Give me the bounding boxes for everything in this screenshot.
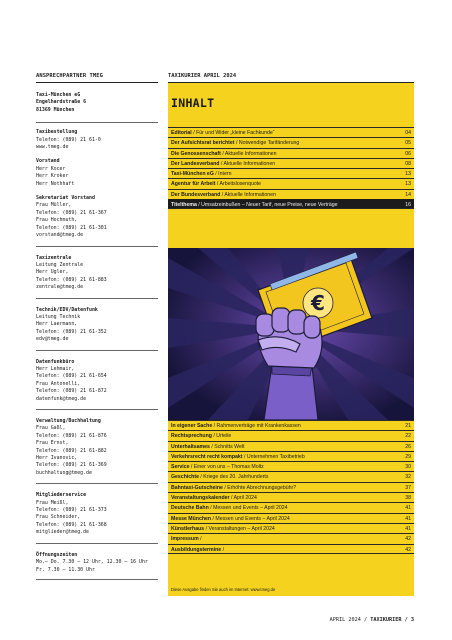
- page-footer: [330, 617, 414, 623]
- block-title: Taxibestellung: [36, 129, 78, 136]
- block-title: Verwaltung/Buchhaltung: [36, 418, 101, 424]
- contact-line: Herr Nothhaft: [36, 180, 75, 187]
- mitglieder-block: [36, 484, 158, 543]
- toc-row[interactable]: [168, 430, 414, 440]
- toc-title: Impressum: [171, 536, 199, 543]
- toc-row[interactable]: [168, 148, 414, 158]
- toc-title: Rechtsprechung: [171, 433, 212, 440]
- address-block: [36, 83, 158, 123]
- address-line: Taxi-München eG: [36, 92, 81, 98]
- toc-page: 26: [405, 443, 411, 450]
- toc-subtitle: / Arbeitslosenquote: [215, 181, 262, 188]
- toc-subtitle: / Für und Wider „kleine Fachkunde“: [191, 130, 275, 136]
- contents-column: [168, 73, 414, 596]
- toc-subtitle: /: [198, 536, 202, 543]
- toc-row[interactable]: [168, 492, 414, 502]
- toc-row[interactable]: [168, 482, 414, 492]
- toc-subtitle: / Aktuelle Informationen: [220, 191, 276, 198]
- toc-subtitle: / Rahmenverträge mit Krankenkassen: [212, 423, 301, 429]
- contact-line: Telefon: (089) 21 61-368: [36, 521, 107, 528]
- email-link[interactable]: edv@tmeg.de: [36, 336, 69, 343]
- toc-title: Bahntaxi-Gutscheine: [171, 484, 223, 491]
- contact-line: Telefon: (089) 21 61-301: [36, 224, 107, 231]
- toc-page: 21: [405, 423, 411, 429]
- toc-title: Der Aufsichtsrat berichtet: [171, 140, 235, 147]
- toc-row[interactable]: [168, 513, 414, 523]
- toc-title: Ausbildungstermine: [171, 546, 222, 553]
- toc-subtitle: / Aktuelle Informationen: [219, 160, 276, 167]
- contact-line: Herr Ugler,: [36, 269, 69, 276]
- toc-page: 42: [405, 546, 411, 553]
- toc-title: Die Genossenschaft: [171, 150, 221, 157]
- toc-row[interactable]: [168, 523, 414, 533]
- toc-page: 37: [405, 484, 411, 491]
- toc-page: 41: [405, 515, 411, 522]
- toc-bottom: [168, 420, 414, 554]
- contact-line: Telefon: (089) 21 61-876: [36, 432, 107, 439]
- toc-title: Geschichte: [171, 474, 199, 481]
- toc-subtitle: / Urteile: [211, 433, 232, 440]
- toc-title: Verkehrsrecht recht kompakt: [171, 453, 243, 460]
- block-title: Technik/EDV/Datenfunk: [36, 306, 98, 313]
- toc-row[interactable]: [168, 471, 414, 481]
- toc-subtitle: /: [221, 546, 225, 553]
- taxizentrale-block: [36, 247, 158, 299]
- block-title: Taxizentrale: [36, 254, 72, 261]
- verwaltung-block: [36, 410, 158, 484]
- contact-line: Telefon: (089) 21 61-654: [36, 373, 107, 380]
- toc-page: 32: [405, 474, 411, 481]
- toc-title: Titelthema: [171, 202, 197, 209]
- technik-block: [36, 299, 158, 351]
- contents-heading: TAXIKURIER APRIL 2024: [168, 73, 414, 83]
- inhalt-title: INHALT: [171, 96, 215, 110]
- toc-page: 04: [405, 130, 411, 136]
- contact-line: Telefon: (089) 21 61-882: [36, 447, 107, 454]
- contact-line: Telefon: (089) 21 61-352: [36, 328, 107, 335]
- contact-line: Frau Meißl,: [36, 499, 69, 506]
- email-link[interactable]: buchhaltung@tmeg.de: [36, 469, 92, 476]
- toc-page: 29: [405, 453, 411, 460]
- contact-line: Leitung Zentrale: [36, 261, 84, 268]
- block-title: Sekretariat Vorstand: [36, 195, 95, 202]
- svg-text:€: €: [311, 291, 325, 315]
- toc-title: Künstlerhaus: [171, 525, 205, 532]
- email-link[interactable]: mitglieder@tmeg.de: [36, 529, 89, 536]
- toc-subtitle: / Messen und Events – April 2024: [211, 515, 290, 522]
- contact-line: Frau Schneider,: [36, 514, 81, 521]
- contact-line: Herr Lehmair,: [36, 365, 75, 372]
- toc-page: 41: [405, 505, 411, 512]
- toc-page: 30: [405, 464, 411, 471]
- contacts-heading: ANSPRECHPARTNER TMEG: [36, 73, 158, 83]
- toc-page: 13: [405, 181, 411, 188]
- email-link[interactable]: datenfunk@tmeg.de: [36, 395, 87, 402]
- toc-row[interactable]: [168, 451, 414, 461]
- website-link[interactable]: www.tmeg.de: [36, 144, 69, 151]
- toc-title: Der Landesverband: [171, 160, 220, 167]
- fist-money-illustration: [168, 248, 414, 420]
- toc-row[interactable]: [168, 502, 414, 512]
- contact-line: Telefon: (089) 21 61-0: [36, 136, 101, 143]
- toc-row[interactable]: [168, 127, 414, 137]
- toc-subtitle: / Veranstaltungen – April 2024: [204, 525, 275, 532]
- contact-line: Herr Laermann,: [36, 321, 78, 328]
- contact-line: Frau Antonelli,: [36, 380, 81, 387]
- toc-subtitle: / Aktuelle Informationen: [220, 150, 277, 157]
- oeffnungszeiten-block: [36, 544, 158, 580]
- contact-line: Frau Müller,: [36, 202, 72, 209]
- toc-subtitle: / Kriege des 20. Jahrhunderts: [198, 474, 269, 481]
- contact-line: Frau Hochmuth,: [36, 217, 78, 224]
- footer-issue: APRIL 2024 /: [329, 617, 371, 623]
- contact-line: Herr Kroker: [36, 173, 69, 180]
- toc-subtitle: / Schnitts Welt: [209, 443, 245, 450]
- address-line: 81369 München: [36, 106, 75, 113]
- toc-row-titelthema[interactable]: [168, 199, 414, 209]
- contact-line: Telefon: (089) 21 61-872: [36, 388, 107, 395]
- toc-page: 16: [405, 202, 411, 209]
- datenfunk-block: [36, 351, 158, 410]
- toc-page: 06: [405, 150, 411, 157]
- contact-line: Frau Gaßl,: [36, 425, 66, 432]
- toc-subtitle: / Messen und Events – April 2024: [208, 505, 288, 512]
- contact-line: Telefon: (089) 21 61-883: [36, 276, 107, 283]
- footer-brand: TAXIKURIER / 3: [370, 617, 414, 623]
- toc-title: Editorial: [171, 130, 192, 136]
- contact-line: Herr Kocer: [36, 165, 66, 172]
- toc-title: Service: [171, 464, 190, 471]
- block-title: Öffnungszeiten: [36, 551, 78, 558]
- toc-row[interactable]: [168, 189, 414, 199]
- toc-title: In eigener Sache: [171, 423, 213, 429]
- block-title: Mitgliederservice: [36, 492, 87, 499]
- toc-row[interactable]: [168, 420, 414, 430]
- email-link[interactable]: zentrale@tmeg.de: [36, 284, 84, 291]
- toc-page: 38: [405, 495, 411, 502]
- vorstand-block: [36, 154, 158, 191]
- toc-title: Deutsche Bahn: [171, 505, 209, 512]
- toc-row[interactable]: [168, 168, 414, 178]
- toc-title: Agentur für Arbeit: [171, 181, 216, 188]
- toc-title: Der Bundesverband: [171, 191, 221, 198]
- toc-row[interactable]: [168, 533, 414, 543]
- toc-row[interactable]: [168, 461, 414, 471]
- hours-line: Mo.– Do. 7.30 – 12 Uhr, 12.30 – 16 Uhr: [36, 559, 148, 566]
- contact-line: Leitung Technik: [36, 313, 81, 320]
- toc-subtitle: / Einer von uns – Thomas Moltz: [189, 464, 264, 471]
- sekretariat-block: [36, 191, 158, 246]
- contact-line: Telefon: (089) 21 61-369: [36, 462, 107, 469]
- toc-row[interactable]: [168, 441, 414, 451]
- toc-page: 05: [405, 140, 411, 147]
- toc-subtitle: / Intern: [213, 171, 232, 178]
- contact-line: Telefon: (089) 21 61-367: [36, 209, 107, 216]
- toc-subtitle: / Unternehmen Taxibetrieb: [242, 453, 305, 460]
- online-note: Diese Ausgabe finden Sie auch im Internet: www.tmeg.de: [171, 587, 276, 592]
- taxibestellung-block: [36, 123, 158, 154]
- toc-page: 22: [405, 433, 411, 440]
- illustration-svg: [168, 248, 414, 420]
- toc-subtitle: / Notwendige Tarifänderung: [234, 140, 300, 147]
- toc-subtitle: / Umsatzeinbußen – Neuer Tarif, neue Preise, neue Verträge: [196, 202, 338, 209]
- toc-top: [168, 127, 414, 209]
- address-line: Engelhardstraße 6: [36, 99, 87, 106]
- hours-line: Fr. 7.30 – 11.30 Uhr: [36, 566, 95, 573]
- toc-subtitle: / Erhöhte Abrechnungsgebühr?: [222, 484, 297, 491]
- toc-subtitle: / April 2024: [229, 495, 257, 502]
- fist: [256, 308, 322, 368]
- block-title: Vorstand: [36, 158, 60, 165]
- block-title: Datenfunkbüro: [36, 358, 75, 365]
- toc-row[interactable]: [168, 178, 414, 188]
- toc-title: Messe München: [171, 515, 212, 522]
- toc-page: 08: [405, 160, 411, 167]
- toc-title: Taxi-München eG: [171, 171, 214, 178]
- contact-line: Telefon: (089) 21 61-373: [36, 507, 107, 514]
- toc-page: 14: [405, 191, 411, 198]
- contact-line: Frau Ernst,: [36, 440, 69, 447]
- toc-page: 41: [405, 525, 411, 532]
- toc-row[interactable]: [168, 137, 414, 147]
- email-link[interactable]: vorstand@tmeg.de: [36, 232, 84, 239]
- toc-page: 42: [405, 536, 411, 543]
- toc-row[interactable]: [168, 158, 414, 168]
- toc-row[interactable]: [168, 544, 414, 554]
- toc-title: Veranstaltungskalender: [171, 495, 230, 502]
- contacts-column: [36, 73, 158, 580]
- contents-panel: [168, 83, 414, 596]
- contact-line: Herr Ivanovic,: [36, 455, 78, 462]
- toc-page: 13: [405, 171, 411, 178]
- toc-title: Unterhaltsames: [171, 443, 210, 450]
